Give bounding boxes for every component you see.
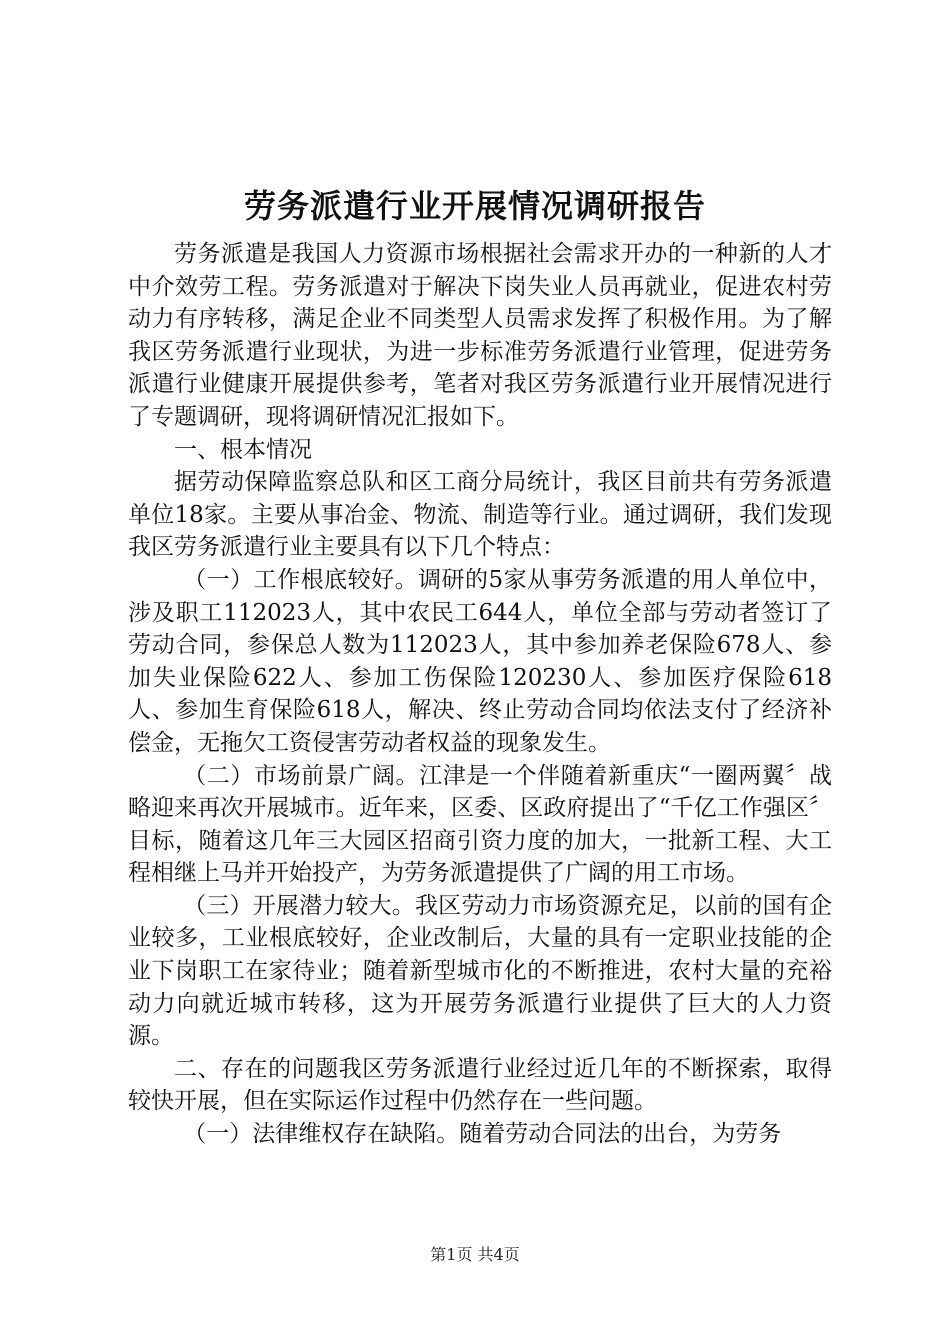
- feature-paragraph-3: （三）开展潜力较大。我区劳动力市场资源充足，以前的国有企业较多，工业根底较好，企业改制后，大量的具有一定职业技能的企业下岗职工在家待业；随着新型城市化的不断推进，农村大量的充裕动力向就近城市转移，这为开展劳务派遣行业提供了巨大的人力资源。: [128, 892, 832, 1050]
- page-footer: 第1页 共4页: [430, 1245, 520, 1264]
- document-body: [128, 238, 832, 1151]
- stats-paragraph: 据劳动保障监察总队和区工商分局统计，我区目前共有劳务派遣单位18家。主要从事冶金、物流、制造等行业。通过调研，我们发现我区劳务派遣行业主要具有以下几个特点：: [128, 469, 832, 561]
- feature-paragraph-2: （二）市场前景广阔。江津是一个伴随着新重庆“一圈两翼〞战略迎来再次开展城市。近年来，区委、区政府提出了“千亿工作强区〞目标，随着这几年三大园区招商引资力度的加大，一批新工程、大工程相继上马并开始投产，为劳务派遣提供了广阔的用工市场。: [128, 762, 832, 887]
- problems-paragraph: 二、存在的问题我区劳务派遣行业经过近几年的不断探索，取得较快开展，但在实际运作过程中仍然存在一些问题。: [128, 1055, 832, 1115]
- intro-paragraph: 劳务派遣是我国人力资源市场根据社会需求开办的一种新的人才中介效劳工程。劳务派遣对于解决下岗失业人员再就业，促进农村劳动力有序转移，满足企业不同类型人员需求发挥了积极作用。为了解我区劳务派遣行业现状，为进一步标准劳务派遣行业管理，促进劳务派遣行业健康开展提供参考，笔者对我区劳务派遣行业开展情况进行了专题调研，现将调研情况汇报如下。: [128, 241, 832, 430]
- feature-paragraph-1: （一）工作根底较好。调研的5家从事劳务派遣的用人单位中，涉及职工112023人，其中农民工644人，单位全部与劳动者签订了劳动合同，参保总人数为112023人，其中参加养老保险678人、参加失业保险622人、参加工伤保险120230人、参加医疗保险618人、参加生育保险618人，解决、终止劳动合同均依法支付了经济补偿金，无拖欠工资侵害劳动者权益的现象发生。: [128, 566, 832, 756]
- problem-paragraph-1: （一）法律维权存在缺陷。随着劳动合同法的出台，为劳务: [183, 1121, 782, 1148]
- section-heading-basic: 一、根本情况: [174, 436, 312, 463]
- document-title: 劳务派遣行业开展情况调研报告: [243, 187, 706, 225]
